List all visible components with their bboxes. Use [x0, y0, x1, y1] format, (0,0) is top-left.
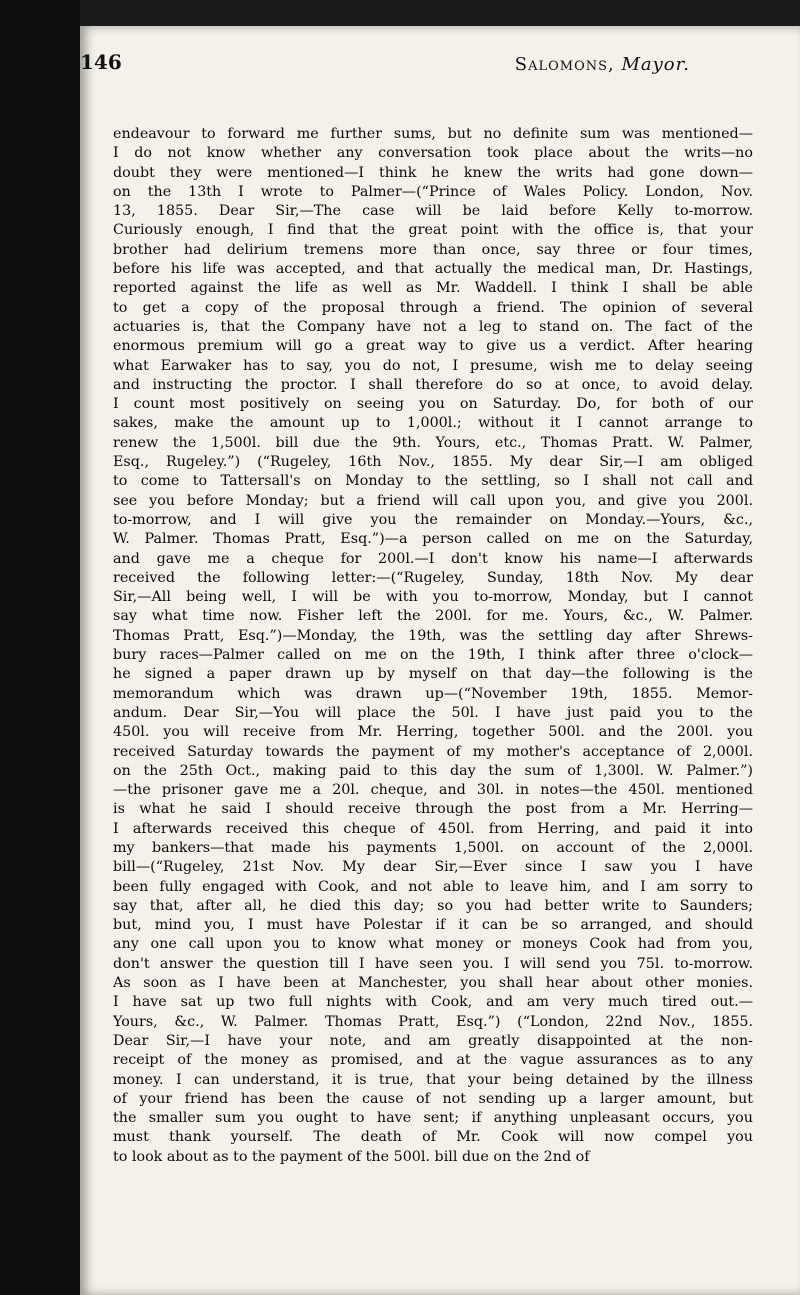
text-line: received Saturday towards the payment of my mother's acceptance of 2,000l.: [113, 743, 753, 760]
text-line: say that, after all, he died this day; so you had better write to Saunders;: [113, 897, 753, 914]
text-line: Dear Sir,—I have your note, and am greatly disappointed at the non-: [113, 1032, 753, 1049]
text-line: on the 13th I wrote to Palmer—(“Prince of Wales Policy. London, Nov.: [113, 183, 753, 200]
text-line: what Earwaker has to say, you do not, I presume, wish me to delay seeing: [113, 357, 753, 374]
text-line: received the following letter:—(“Rugeley, Sunday, 18th Nov. My dear: [113, 569, 753, 586]
text-line: endeavour to forward me further sums, but no definite sum was mentioned—: [113, 126, 753, 142]
text-line: sakes, make the amount up to 1,000l.; without it I cannot arrange to: [113, 415, 753, 432]
body-text: [113, 125, 753, 1167]
text-line: 13, 1855. Dear Sir,—The case will be laid before Kelly to-morrow.: [113, 203, 753, 220]
text-line: money. I can understand, it is true, that your being detained by the illness: [113, 1071, 753, 1088]
text-line: renew the 1,500l. bill due the 9th. Yours, etc., Thomas Pratt. W. Palmer,: [113, 434, 753, 451]
text-line: andum. Dear Sir,—You will place the 50l. I have just paid you to the: [113, 704, 753, 721]
running-head: [515, 54, 690, 75]
text-line: 450l. you will receive from Mr. Herring, together 500l. and the 200l. you: [113, 724, 753, 741]
text-line: and instructing the proctor. I shall therefore do so at once, to avoid delay.: [113, 376, 753, 393]
text-line: receipt of the money as promised, and at the vague assurances as to any: [113, 1052, 753, 1069]
text-line: I do not know whether any conversation took place about the writs—no: [113, 145, 753, 162]
text-line: my bankers—that made his payments 1,500l. on account of the 2,000l.: [113, 839, 753, 856]
running-head-title: Mayor.: [621, 54, 690, 75]
running-head-name: Salomons,: [514, 54, 615, 75]
text-line: W. Palmer. Thomas Pratt, Esq.”)—a person called on me on the Saturday,: [113, 531, 753, 548]
text-line: to get a copy of the proposal through a friend. The opinion of several: [113, 299, 753, 316]
text-line: Yours, &c., W. Palmer. Thomas Pratt, Esq.”) (“London, 22nd Nov., 1855.: [113, 1013, 753, 1030]
text-line: is what he said I should receive through the post from a Mr. Herring—: [113, 801, 753, 818]
text-line: he signed a paper drawn up by myself on that day—the following is the: [113, 666, 753, 683]
text-line: on the 25th Oct., making paid to this day the sum of 1,300l. W. Palmer.”): [113, 762, 753, 779]
text-line: Curiously enough, I find that the great point with the office is, that your: [113, 222, 753, 239]
text-line: of your friend has been the cause of not sending up a larger amount, but: [113, 1090, 753, 1107]
text-line: brother had delirium tremens more than once, say three or four times,: [113, 241, 753, 258]
text-line: but, mind you, I must have Polestar if it can be so arranged, and should: [113, 917, 753, 934]
text-line: Esq., Rugeley.”) (“Rugeley, 16th Nov., 1855. My dear Sir,—I am obliged: [113, 454, 753, 471]
text-line: don't answer the question till I have seen you. I will send you 75l. to-morrow.: [113, 955, 753, 972]
text-line: been fully engaged with Cook, and not able to leave him, and I am sorry to: [113, 878, 753, 895]
text-line: to-morrow, and I will give you the remainder on Monday.—Yours, &c.,: [113, 511, 753, 528]
text-line: the smaller sum you ought to have sent; if anything unpleasant occurs, you: [113, 1110, 753, 1127]
text-line: bury races—Palmer called on me on the 19th, I think after three o'clock—: [113, 647, 753, 664]
text-line: Thomas Pratt, Esq.”)—Monday, the 19th, was the settling day after Shrews-: [113, 627, 753, 644]
text-line: reported against the life as well as Mr. Waddell. I think I shall be able: [113, 280, 753, 297]
text-line: bill—(“Rugeley, 21st Nov. My dear Sir,—Ever since I saw you I have: [113, 859, 753, 876]
text-line: see you before Monday; but a friend will call upon you, and give you 200l.: [113, 492, 753, 509]
text-line: —the prisoner gave me a 20l. cheque, and 30l. in notes—the 450l. mentioned: [113, 782, 753, 799]
text-line: actuaries is, that the Company have not a leg to stand on. The fact of the: [113, 318, 753, 335]
page-number: 146: [80, 50, 122, 74]
text-line: to look about as to the payment of the 500l. bill due on the 2nd of: [113, 1148, 590, 1165]
text-line: to come to Tattersall's on Monday to the settling, so I shall not call and: [113, 473, 753, 490]
text-line: doubt they were mentioned—I think he knew the writs had gone down—: [113, 164, 753, 181]
page-header: [80, 50, 690, 80]
book-binding-edge: [0, 0, 80, 1295]
text-line: any one call upon you to know what money or moneys Cook had from you,: [113, 936, 753, 953]
text-line: enormous premium will go a great way to give us a verdict. After hearing: [113, 338, 753, 355]
text-line: and gave me a cheque for 200l.—I don't know his name—I afterwards: [113, 550, 753, 567]
text-line: I afterwards received this cheque of 450l. from Herring, and paid it into: [113, 820, 753, 837]
text-line: must thank yourself. The death of Mr. Cook will now compel you: [113, 1129, 753, 1146]
text-line: Sir,—All being well, I will be with you to-morrow, Monday, but I cannot: [113, 589, 753, 606]
text-line: before his life was accepted, and that actually the medical man, Dr. Hastings,: [113, 261, 753, 278]
text-line: As soon as I have been at Manchester, you shall hear about other monies.: [113, 975, 753, 992]
text-line: say what time now. Fisher left the 200l. for me. Yours, &c., W. Palmer.: [113, 608, 753, 625]
text-line: I count most positively on seeing you on Saturday. Do, for both of our: [113, 396, 753, 413]
text-line: I have sat up two full nights with Cook, and am very much tired out.—: [113, 994, 753, 1011]
text-line: memorandum which was drawn up—(“November 19th, 1855. Memor-: [113, 685, 753, 702]
